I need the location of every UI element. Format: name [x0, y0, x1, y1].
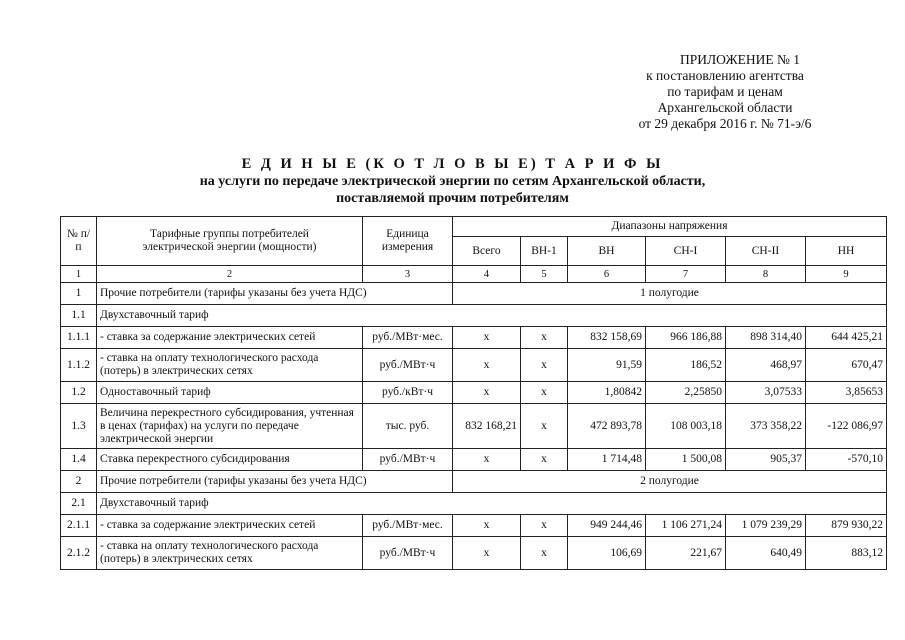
row-unit: руб./МВт·ч — [363, 537, 453, 570]
cell-sn2: 905,37 — [726, 449, 806, 471]
table-row — [61, 471, 887, 493]
column-index: 3 — [363, 266, 453, 283]
header-sn2: СН-II — [726, 237, 806, 266]
cell-vn: 91,59 — [568, 349, 646, 382]
column-index: 4 — [453, 266, 521, 283]
document-subtitle-1: на услуги по передаче электрической энергии по сетям Архангельской области, — [199, 174, 706, 189]
cell-sn1: 186,52 — [646, 349, 726, 382]
cell-sn1: 108 003,18 — [646, 404, 726, 449]
header-vn1: ВН-1 — [521, 237, 568, 266]
cell-nn: -570,10 — [806, 449, 887, 471]
cell-total: х — [453, 382, 521, 404]
cell-vn1: х — [521, 449, 568, 471]
cell-total: х — [453, 349, 521, 382]
row-name: Двухставочный тариф — [97, 305, 887, 327]
header-total: Всего — [453, 237, 521, 266]
table-row — [61, 493, 887, 515]
cell-vn: 106,69 — [568, 537, 646, 570]
cell-vn: 1,80842 — [568, 382, 646, 404]
row-period: 1 полугодие — [453, 283, 887, 305]
row-unit: руб./МВт·мес. — [363, 327, 453, 349]
cell-nn: 3,85653 — [806, 382, 887, 404]
column-index: 7 — [646, 266, 726, 283]
cell-total: х — [453, 449, 521, 471]
row-num: 1.2 — [61, 382, 97, 404]
row-num: 2.1.1 — [61, 515, 97, 537]
table-row — [61, 515, 887, 537]
table-row — [61, 283, 887, 305]
annex-line-1: к постановлению агентства — [646, 68, 804, 83]
row-num: 2.1.2 — [61, 537, 97, 570]
document-title: Е Д И Н Ы Е (К О Т Л О В Ы Е) Т А Р И Ф Ы — [241, 156, 664, 172]
row-num: 1 — [61, 283, 97, 305]
table-row — [61, 382, 887, 404]
cell-sn2: 1 079 239,29 — [726, 515, 806, 537]
cell-sn1: 221,67 — [646, 537, 726, 570]
cell-vn1: х — [521, 537, 568, 570]
cell-vn1: х — [521, 515, 568, 537]
annex-block — [615, 52, 835, 132]
column-index: 5 — [521, 266, 568, 283]
cell-nn: 879 930,22 — [806, 515, 887, 537]
header-ranges: Диапазоны напряжения — [453, 217, 887, 237]
row-name: Прочие потребители (тарифы указаны без учета НДС) — [97, 471, 453, 493]
cell-total: х — [453, 327, 521, 349]
row-name: Величина перекрестного субсидирования, учтенная в ценах (тарифах) на услуги по передаче электрической энергии — [97, 404, 363, 449]
table-header-row — [61, 217, 887, 237]
cell-vn: 949 244,46 — [568, 515, 646, 537]
table-row — [61, 404, 887, 449]
row-name: - ставка за содержание электрических сетей — [97, 515, 363, 537]
cell-nn: -122 086,97 — [806, 404, 887, 449]
cell-total: 832 168,21 — [453, 404, 521, 449]
row-name: - ставка на оплату технологического расхода (потерь) в электрических сетях — [97, 537, 363, 570]
cell-sn2: 3,07533 — [726, 382, 806, 404]
cell-vn: 832 158,69 — [568, 327, 646, 349]
column-index: 2 — [97, 266, 363, 283]
column-index: 6 — [568, 266, 646, 283]
header-groups: Тарифные группы потребителей электрической энергии (мощности) — [97, 217, 363, 266]
cell-vn1: х — [521, 327, 568, 349]
annex-line-2: по тарифам и ценам — [667, 84, 783, 99]
header-vn: ВН — [568, 237, 646, 266]
row-num: 1.4 — [61, 449, 97, 471]
row-period: 2 полугодие — [453, 471, 887, 493]
column-index: 1 — [61, 266, 97, 283]
document-subtitle-2: поставляемой прочим потребителям — [336, 191, 569, 206]
row-name: Одноставочный тариф — [97, 382, 363, 404]
row-num: 2 — [61, 471, 97, 493]
row-name: Прочие потребители (тарифы указаны без учета НДС) — [97, 283, 453, 305]
cell-sn1: 1 106 271,24 — [646, 515, 726, 537]
row-unit: руб./МВт·ч — [363, 349, 453, 382]
cell-vn1: х — [521, 404, 568, 449]
row-num: 1.1 — [61, 305, 97, 327]
annex-line-4: от 29 декабря 2016 г. № 71-э/6 — [638, 116, 812, 131]
header-unit: Единица измерения — [363, 217, 453, 266]
cell-nn: 644 425,21 — [806, 327, 887, 349]
cell-total: х — [453, 537, 521, 570]
cell-sn2: 373 358,22 — [726, 404, 806, 449]
annex-title: ПРИЛОЖЕНИЕ № 1 — [679, 52, 801, 67]
cell-vn1: х — [521, 382, 568, 404]
document-heading — [0, 156, 905, 207]
row-num: 2.1 — [61, 493, 97, 515]
cell-sn2: 468,97 — [726, 349, 806, 382]
row-name: Двухставочный тариф — [97, 493, 887, 515]
cell-vn: 1 714,48 — [568, 449, 646, 471]
header-num: № п/п — [61, 217, 97, 266]
row-unit: руб./МВт·ч — [363, 449, 453, 471]
header-sn1: СН-I — [646, 237, 726, 266]
row-name: - ставка за содержание электрических сетей — [97, 327, 363, 349]
column-index-row — [61, 266, 887, 283]
cell-sn1: 1 500,08 — [646, 449, 726, 471]
table-row — [61, 305, 887, 327]
column-index: 8 — [726, 266, 806, 283]
row-name: - ставка на оплату технологического расхода (потерь) в электрических сетях — [97, 349, 363, 382]
column-index: 9 — [806, 266, 887, 283]
table-row — [61, 349, 887, 382]
row-name: Ставка перекрестного субсидирования — [97, 449, 363, 471]
row-num: 1.1.1 — [61, 327, 97, 349]
row-num: 1.1.2 — [61, 349, 97, 382]
table-row — [61, 449, 887, 471]
table-row — [61, 327, 887, 349]
table-row — [61, 537, 887, 570]
cell-nn: 670,47 — [806, 349, 887, 382]
tariff-table — [60, 216, 887, 570]
cell-sn1: 2,25850 — [646, 382, 726, 404]
row-unit: руб./МВт·мес. — [363, 515, 453, 537]
cell-vn1: х — [521, 349, 568, 382]
cell-vn: 472 893,78 — [568, 404, 646, 449]
header-nn: НН — [806, 237, 887, 266]
cell-sn2: 640,49 — [726, 537, 806, 570]
row-unit: руб./кВт·ч — [363, 382, 453, 404]
row-unit: тыс. руб. — [363, 404, 453, 449]
cell-nn: 883,12 — [806, 537, 887, 570]
cell-sn2: 898 314,40 — [726, 327, 806, 349]
annex-line-3: Архангельской области — [657, 100, 793, 115]
row-num: 1.3 — [61, 404, 97, 449]
cell-sn1: 966 186,88 — [646, 327, 726, 349]
cell-total: х — [453, 515, 521, 537]
